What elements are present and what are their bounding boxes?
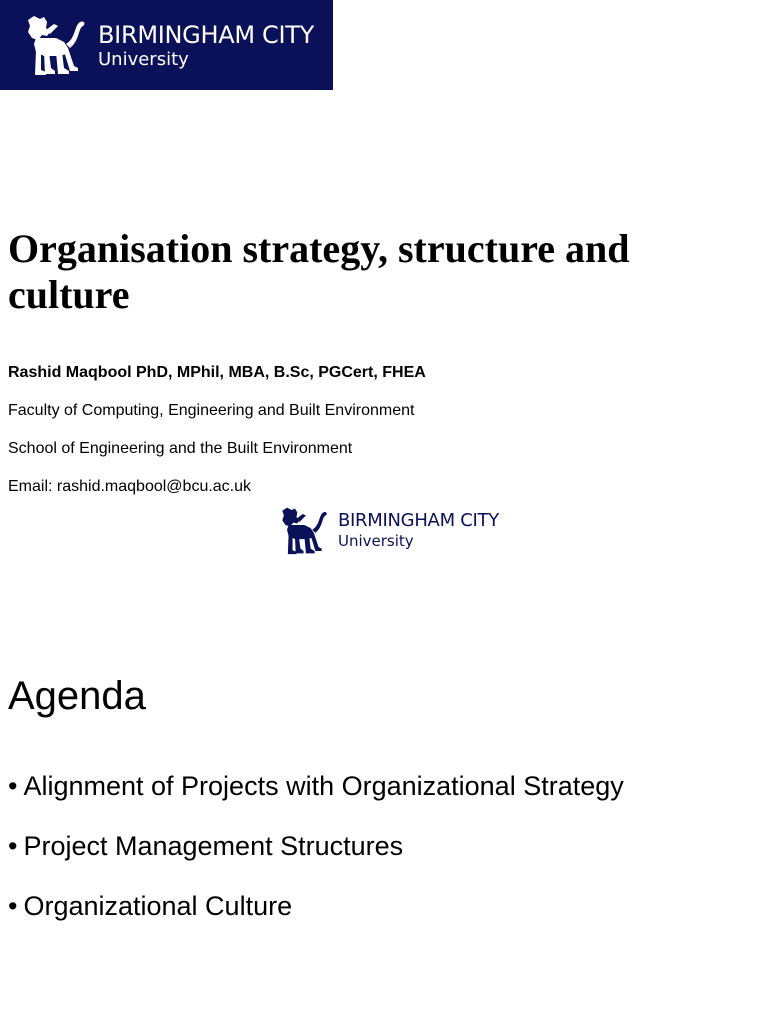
list-item [8, 886, 624, 946]
lion-icon [276, 506, 328, 555]
lion-icon [20, 14, 86, 76]
faculty-line: Faculty of Computing, Engineering and Built Environment [8, 402, 415, 419]
agenda-list [8, 766, 624, 946]
header-logo [0, 0, 333, 90]
author-line: Rashid Maqbool PhD, MPhil, MBA, B.Sc, PGCert, FHEA [8, 364, 426, 381]
bullet: • [8, 771, 18, 801]
page-title: Organisation strategy, structure and culture [8, 226, 630, 317]
bullet: • [8, 831, 18, 861]
bullet: • [8, 891, 18, 921]
list-item [8, 766, 624, 826]
center-logo [276, 505, 526, 557]
logo-subtitle: University [338, 532, 414, 550]
school-line: School of Engineering and the Built Environment [8, 440, 353, 457]
list-item [8, 826, 624, 886]
logo-name: BIRMINGHAM CITY [338, 510, 499, 531]
agenda-heading: Agenda [8, 674, 146, 718]
logo-name: BIRMINGHAM CITY [98, 21, 315, 49]
agenda-item-text: Alignment of Projects with Organizational Strategy [23, 771, 624, 801]
logo-subtitle: University [98, 49, 189, 70]
agenda-item-text: Project Management Structures [23, 831, 404, 861]
email-line: Email: rashid.maqbool@bcu.ac.uk [8, 478, 252, 495]
agenda-item-text: Organizational Culture [23, 891, 293, 921]
